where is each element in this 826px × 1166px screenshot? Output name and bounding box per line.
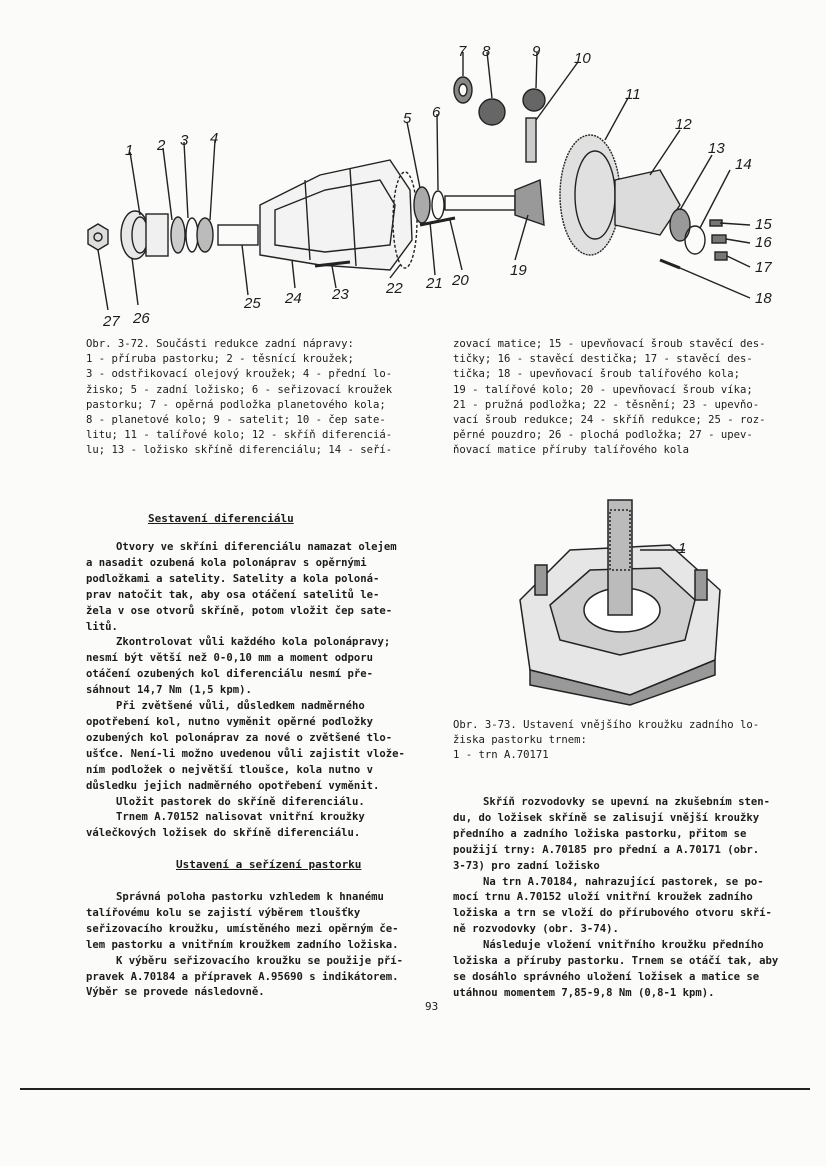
part-label: 6 xyxy=(432,104,441,121)
text-line: ním podložek o největší tloušce, kola nutno v xyxy=(86,763,374,776)
caption-line: tičky; 16 - stavěcí destička; 17 - stavěcí des- xyxy=(453,353,753,366)
part-label: 17 xyxy=(755,259,772,276)
caption-line: 3 - odstřikovací olejový kroužek; 4 - přední lo- xyxy=(86,368,393,381)
text-line: mocí trnu A.70152 uloží vnitřní kroužek zadního xyxy=(453,891,753,904)
part-label: 23 xyxy=(332,286,349,303)
text-line: Zkontrolovat vůli každého kola polonápravy; xyxy=(116,636,391,649)
caption-line: pěrné pouzdro; 26 - plochá podložka; 27 - upev- xyxy=(453,429,753,442)
text-line: žela v ose otvorů skříně, potom vložit čep sate- xyxy=(86,604,393,617)
left-column-text-2 xyxy=(86,890,403,1001)
caption-line: zovací matice; 15 - upevňovací šroub stavěcí des- xyxy=(453,338,766,350)
part-label: 1 xyxy=(125,142,134,159)
left-column-text-1 xyxy=(86,540,405,842)
right-column-text xyxy=(453,795,778,1002)
text-line: Uložit pastorek do skříně diferenciálu. xyxy=(116,795,365,808)
part-label: 25 xyxy=(244,295,261,312)
caption-line: 1 - příruba pastorku; 2 - těsnící kroužek; xyxy=(86,353,354,366)
part-label: 19 xyxy=(510,262,527,279)
text-line: Následuje vložení vnitřního kroužku předního xyxy=(483,939,764,952)
part-label: 2 xyxy=(157,137,166,154)
caption-line: litu; 11 - talířové kolo; 12 - skříň diferenciá- xyxy=(86,429,393,442)
text-line: du, do ložisek skříně se zalisují vnější kroužky xyxy=(453,811,760,824)
text-line: talířovému kolu se zajistí výběrem tloušťky xyxy=(86,906,361,919)
text-line: a nasadit ozubená kola polonáprav s opěrnými xyxy=(86,556,367,569)
text-line: Výběr se provede následovně. xyxy=(86,986,265,999)
text-line: sáhnout 14,7 Nm (1,5 kpm). xyxy=(86,684,252,697)
figure-3-72-exploded-view xyxy=(60,30,800,340)
caption-line: lu; 13 - ložisko skříně diferenciálu; 14 - seří- xyxy=(86,444,393,457)
part-label: 7 xyxy=(458,43,467,60)
text-line: lem pastorku a vnitřním kroužkem zadního ložiska. xyxy=(86,938,399,951)
part-label: 21 xyxy=(426,275,443,292)
part-label: 13 xyxy=(708,140,725,157)
text-line: ložiska a příruby pastorku. Trnem se otáčí tak, aby xyxy=(453,955,779,968)
figure-3-73-caption xyxy=(453,718,759,764)
text-line: Otvory ve skříni diferenciálu namazat olejem xyxy=(116,541,397,553)
part-label: 11 xyxy=(625,86,641,103)
text-line: litů. xyxy=(86,620,118,633)
caption-line: žiska pastorku trnem: xyxy=(453,734,587,747)
part-label: 24 xyxy=(285,290,302,307)
figure-3-72-caption-right xyxy=(453,337,766,459)
part-label: 5 xyxy=(403,110,412,127)
caption-line: 21 - pružná podložka; 22 - těsnění; 23 - upevňo- xyxy=(453,398,760,411)
text-line: nesmí být větší než 0-0,10 mm a moment odporu xyxy=(86,652,374,665)
caption-line: ňovací matice příruby talířového kola xyxy=(453,444,689,457)
caption-line: Obr. 3-73. Ustavení vnějšího kroužku zadního lo- xyxy=(453,719,760,731)
part-label: 3 xyxy=(180,132,189,149)
caption-line: 1 - trn A.70171 xyxy=(453,749,549,762)
part-label: 10 xyxy=(574,50,591,67)
text-line: opotřebení kol, nutno vyměnit opěrné podložky xyxy=(86,715,374,728)
figure-3-72-caption-left xyxy=(86,337,392,459)
part-label: 20 xyxy=(452,272,469,289)
caption-line: 19 - talířové kolo; 20 - upevňovací šroub víka; xyxy=(453,383,753,396)
bottom-rule xyxy=(20,1088,810,1090)
text-line: pravek A.70184 a přípravek A.95690 s indikátorem. xyxy=(86,970,399,983)
page-number: 93 xyxy=(425,1000,439,1013)
caption-line: tička; 18 - upevňovací šroub talířového kola; xyxy=(453,368,741,381)
caption-line: vací šroub redukce; 24 - skříň redukce; 25 - roz- xyxy=(453,414,766,427)
text-line: Správná poloha pastorku vzhledem k hnanému xyxy=(116,891,384,903)
part-label: 12 xyxy=(675,116,692,133)
caption-line: pastorku; 7 - opěrná podložka planetového kola; xyxy=(86,398,386,411)
text-line: podložkami a satelity. Satelity a kola poloná- xyxy=(86,572,380,585)
text-line: předního a zadního ložiska pastorku, přitom se xyxy=(453,827,747,840)
section-heading-pinion: Ustavení a seřízení pastorku xyxy=(176,858,362,871)
part-label: 18 xyxy=(755,290,772,307)
caption-line: Obr. 3-72. Součásti redukce zadní nápravy: xyxy=(86,338,354,350)
text-line: 3-73) pro zadní ložisko xyxy=(453,859,600,872)
text-line: ozubených kol polonáprav za nové o zvětšené tlo- xyxy=(86,731,393,744)
part-label: 14 xyxy=(735,156,752,173)
text-line: seřizovacího kroužku, umístěného mezi opěrným če- xyxy=(86,922,399,935)
figure-3-73-drawing xyxy=(510,490,735,710)
text-line: utáhnou momentem 7,85-9,8 Nm (0,8-1 kpm). xyxy=(453,986,715,999)
part-label: 8 xyxy=(482,43,491,60)
part-label: 15 xyxy=(755,216,772,233)
text-line: ložiska a trn se vloží do přírubového otvoru skří- xyxy=(453,907,772,920)
text-line: ně rozvodovky (obr. 3-74). xyxy=(453,923,619,936)
caption-line: žisko; 5 - zadní ložisko; 6 - seřizovací kroužek xyxy=(86,383,393,396)
part-label: 26 xyxy=(133,310,150,327)
figure-3-73-label: 1 xyxy=(678,540,687,557)
text-line: Na trn A.70184, nahrazující pastorek, se po- xyxy=(483,875,764,888)
text-line: válečkových ložisek do skříně diferenciálu. xyxy=(86,827,361,840)
part-label: 22 xyxy=(386,280,403,297)
text-line: Trnem A.70152 nalisovat vnitřní kroužky xyxy=(116,811,365,824)
part-label: 16 xyxy=(755,234,772,251)
section-heading-assembly: Sestavení diferenciálu xyxy=(148,512,294,525)
text-line: ušťce. Není-li možno uvedenou vůli zajistit vlože- xyxy=(86,747,405,760)
part-label: 4 xyxy=(210,130,219,147)
text-line: K výběru seřizovacího kroužku se použije pří- xyxy=(116,954,404,967)
text-line: otáčení ozubených kol diferenciálu nesmí pře- xyxy=(86,668,374,681)
text-line: prav natočit tak, aby osa otáčení satelitů le- xyxy=(86,588,380,601)
part-label: 27 xyxy=(103,313,120,330)
text-line: použijí trny: A.70185 pro přední a A.70171 (obr. xyxy=(453,843,760,856)
text-line: Při zvětšené vůli, důsledkem nadměrného xyxy=(116,700,365,713)
text-line: se dosáhlo správného uložení ložisek a matice se xyxy=(453,970,760,983)
text-line: důsledku jejich nadměrného opotřebení vyměnit. xyxy=(86,779,380,792)
text-line: Skříň rozvodovky se upevní na zkušebním sten- xyxy=(483,796,771,808)
part-label: 9 xyxy=(532,43,541,60)
caption-line: 8 - planetové kolo; 9 - satelit; 10 - čep sate- xyxy=(86,414,386,427)
